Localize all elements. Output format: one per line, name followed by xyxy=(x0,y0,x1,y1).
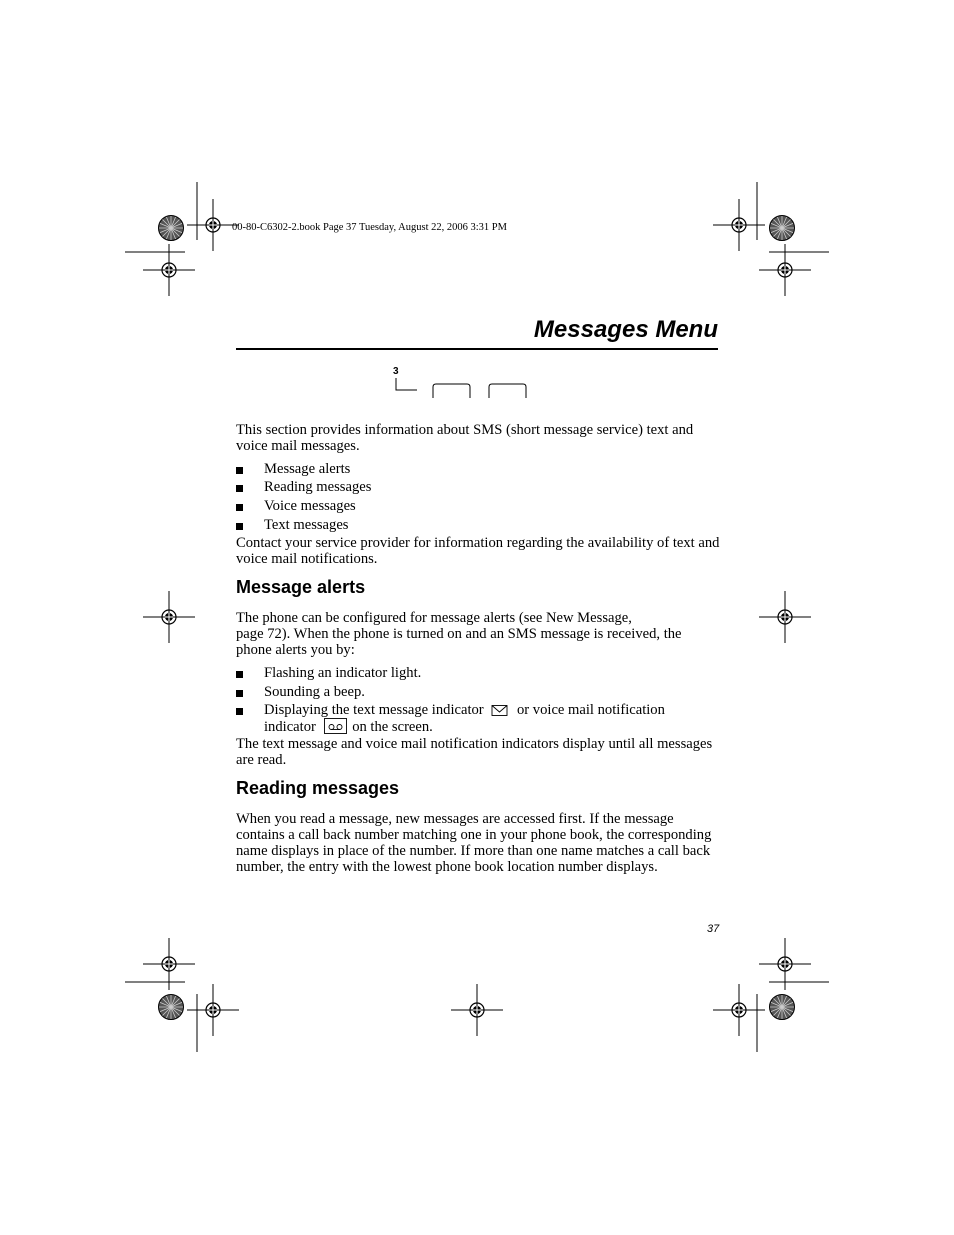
list-item: Flashing an indicator light. xyxy=(236,665,716,681)
bullet-square xyxy=(236,671,243,678)
section-heading-reading-messages: Reading messages xyxy=(236,778,400,798)
section-heading-message-alerts: Message alerts xyxy=(236,577,366,597)
page-number: 37 xyxy=(707,923,720,935)
voicemail-icon xyxy=(324,718,348,734)
bullet-square xyxy=(236,504,243,511)
envelope-icon xyxy=(491,704,509,717)
bullet-square xyxy=(236,467,243,474)
bullet-square xyxy=(236,690,243,697)
indicators-note: The text message and voice mail notification indicators display until all messages are read. xyxy=(236,736,713,768)
bullet-square xyxy=(236,523,243,530)
bullet-square xyxy=(236,708,243,715)
list-item: Text messages xyxy=(236,517,716,533)
intro-paragraph: This section provides information about SMS (short message service) text and voice mail messages. xyxy=(236,422,694,454)
message-alerts-paragraph: The phone can be configured for message alerts (see New Message, page 72). When the phone is turned on and an SMS message is received, the phone alerts you by: xyxy=(236,610,682,658)
menu-path-boxes xyxy=(395,378,530,402)
menu-path-number: 3 xyxy=(393,366,399,377)
contact-note: Contact your service provider for information regarding the availability of text and voice mail notifications. xyxy=(236,535,720,567)
bullet-square xyxy=(236,485,243,492)
reading-messages-paragraph: When you read a message, new messages are accessed first. If the message contains a call back number matching one in your phone book, the corresponding name displays in place of the number. If more than one name matches a call back number, the entry with the lowest phone book location number displays. xyxy=(236,811,712,875)
list-item: Message alerts xyxy=(236,461,716,477)
page-title: Messages Menu xyxy=(533,316,718,343)
list-item: Sounding a beep. xyxy=(236,684,716,700)
list-item: Displaying the text message indicator or voice mail notification indicator on the screen. xyxy=(236,702,716,735)
list-item: Reading messages xyxy=(236,479,716,495)
print-header: 00-80-C6302-2.book Page 37 Tuesday, August 22, 2006 3:31 PM xyxy=(232,222,507,233)
title-rule xyxy=(236,348,718,350)
list-item: Voice messages xyxy=(236,498,716,514)
